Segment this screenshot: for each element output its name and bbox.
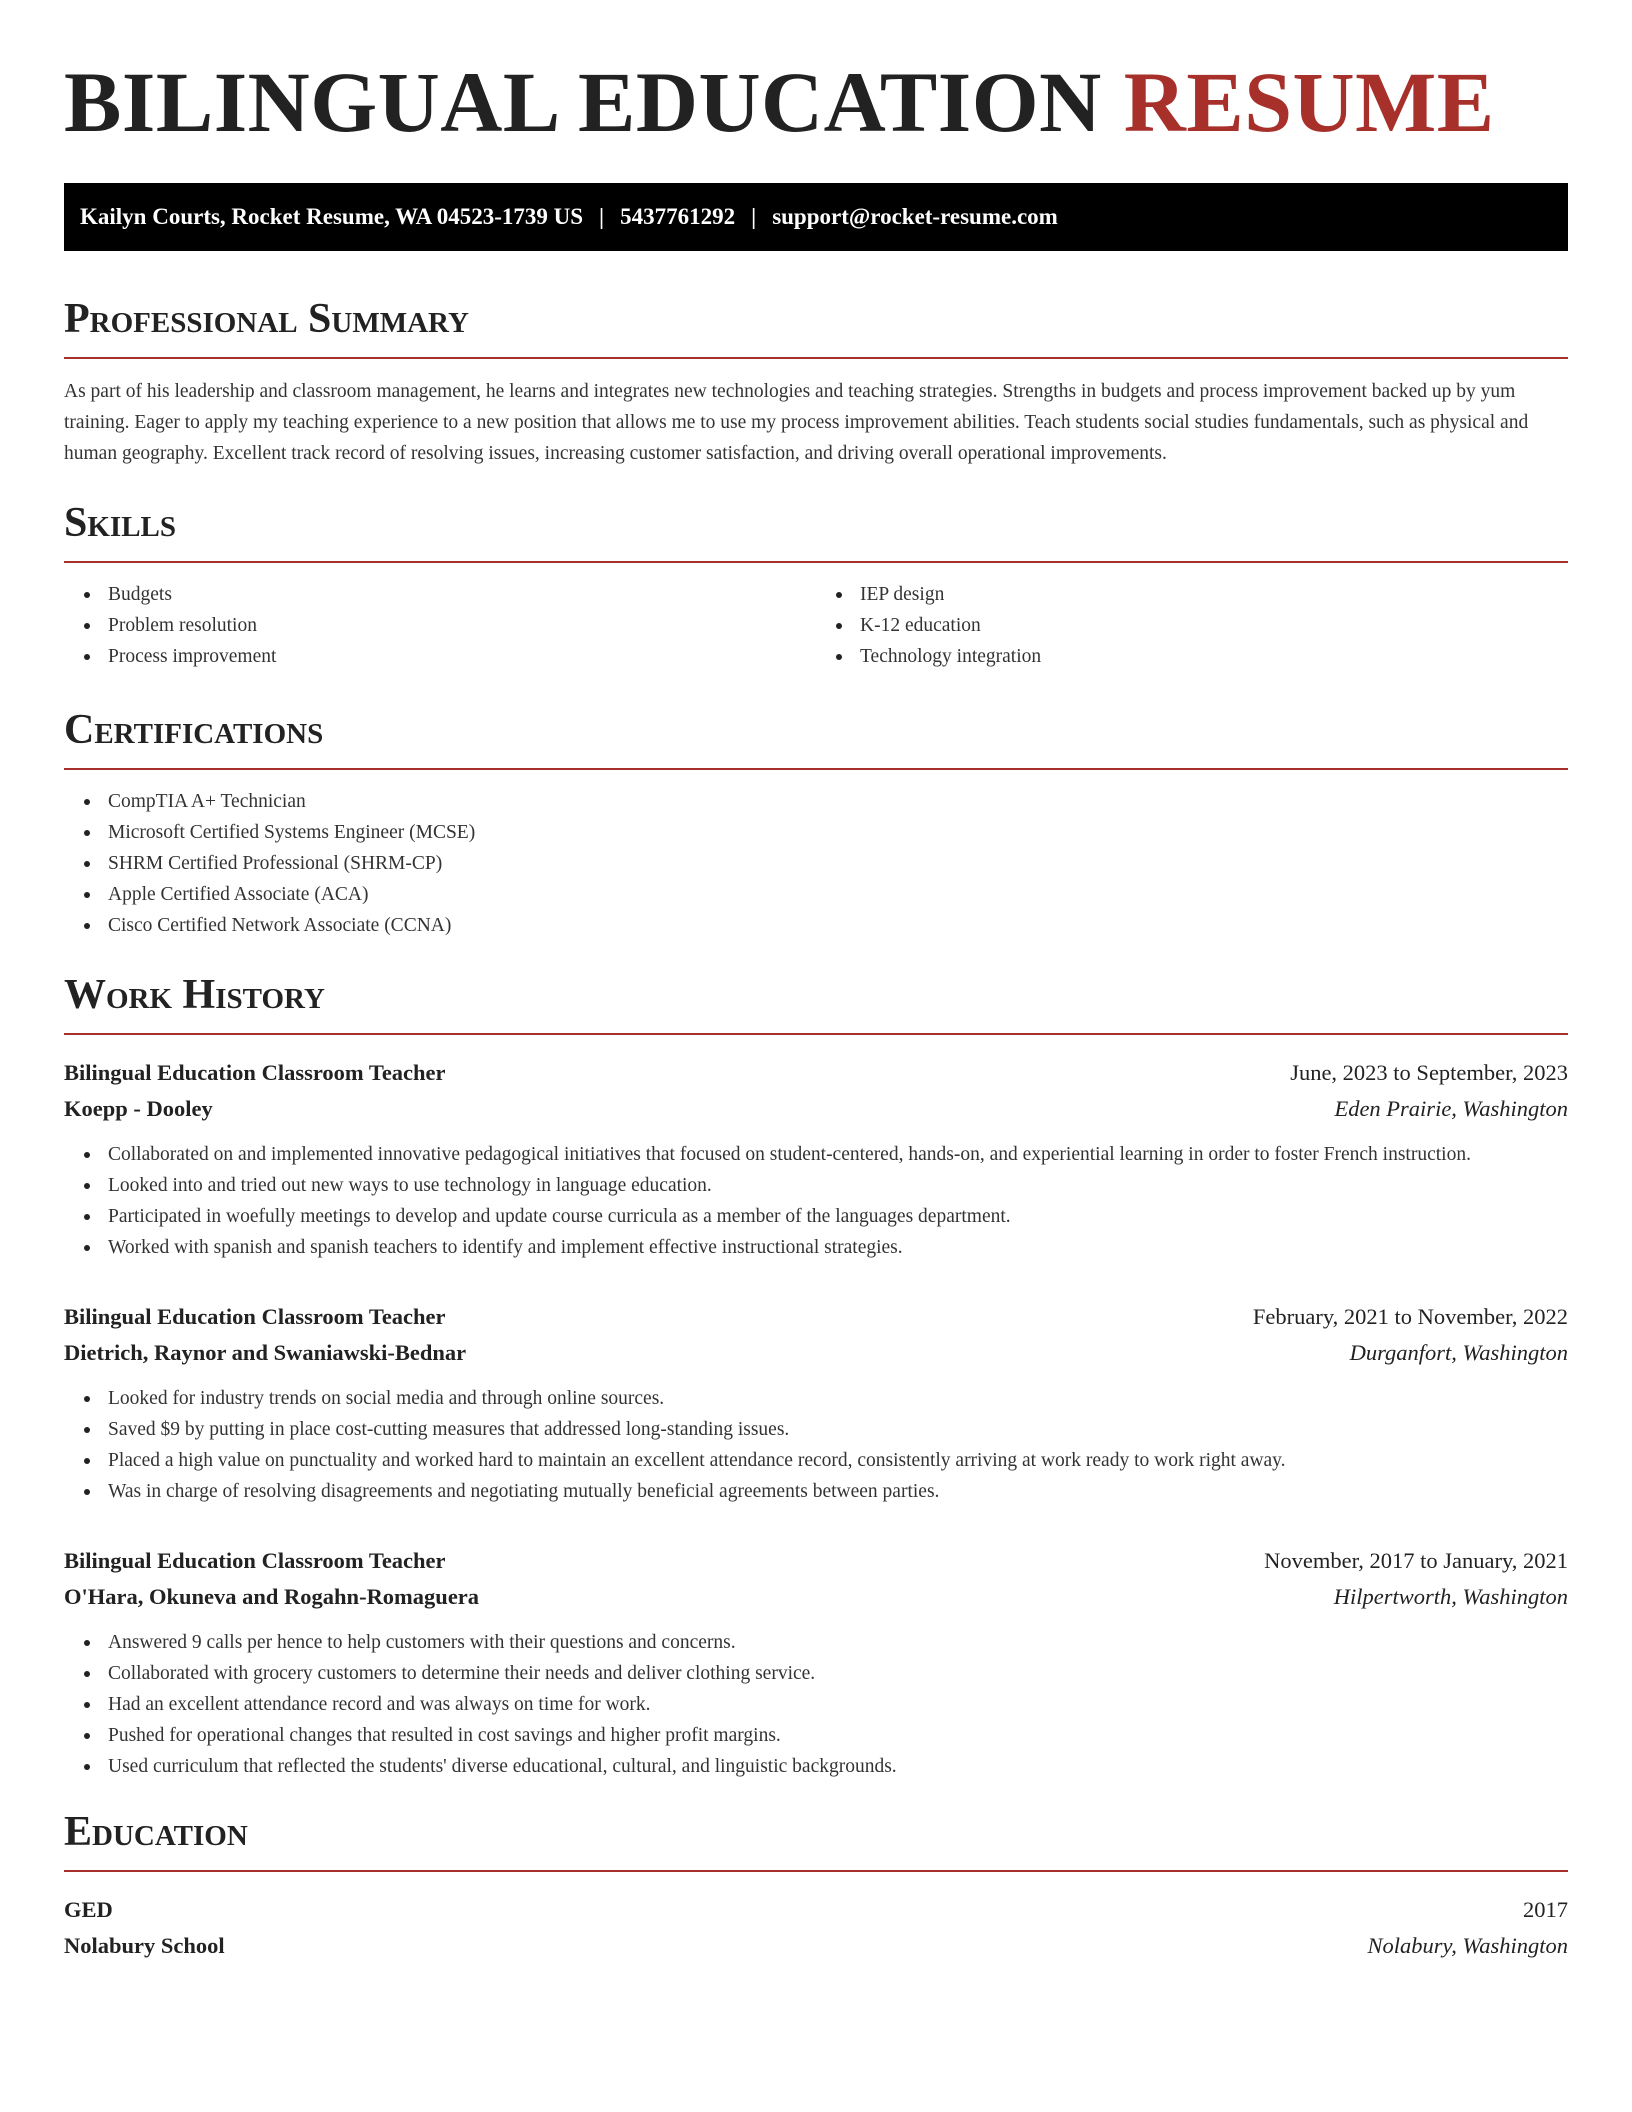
job-company: O'Hara, Okuneva and Rogahn-Romaguera [64, 1584, 480, 1609]
contact-phone: 5437761292 [620, 204, 736, 229]
education-year: 2017 [1523, 1897, 1568, 1922]
job-bullets [64, 1627, 1568, 1782]
skill-item: Problem resolution [108, 610, 816, 641]
job-entry [64, 1543, 1568, 1782]
job-company-row [64, 1091, 1568, 1127]
education-school-row [64, 1928, 1568, 1964]
certification-item: SHRM Certified Professional (SHRM-CP) [108, 848, 1568, 879]
contact-separator: | [599, 204, 605, 229]
job-bullet: Collaborated on and implemented innovative pedagogical initiatives that focused on student-centered, hands-on, and experiential learning in order to foster French instruction. [108, 1139, 1568, 1170]
certification-item: CompTIA A+ Technician [108, 786, 1568, 817]
job-bullet: Collaborated with grocery customers to determine their needs and deliver clothing service. [108, 1658, 1568, 1689]
certification-item: Microsoft Certified Systems Engineer (MCSE) [108, 817, 1568, 848]
job-bullets [64, 1383, 1568, 1507]
job-bullet: Answered 9 calls per hence to help customers with their questions and concerns. [108, 1627, 1568, 1658]
job-company: Dietrich, Raynor and Swaniawski-Bednar [64, 1340, 467, 1365]
job-header-row [64, 1299, 1568, 1335]
job-location: Hilpertworth, Washington [1333, 1584, 1568, 1609]
summary-heading: Professional Summary [64, 295, 1568, 359]
job-bullet: Pushed for operational changes that resulted in cost savings and higher profit margins. [108, 1720, 1568, 1751]
job-entry [64, 1055, 1568, 1263]
job-company: Koepp - Dooley [64, 1096, 213, 1121]
job-company-row [64, 1579, 1568, 1615]
resume-title [64, 56, 1568, 148]
skill-item: Technology integration [860, 641, 1568, 672]
work-history-heading: Work History [64, 971, 1568, 1035]
job-bullets [64, 1139, 1568, 1263]
certifications-heading: Certifications [64, 706, 1568, 770]
contact-bar [64, 183, 1568, 251]
job-bullet: Saved $9 by putting in place cost-cutting measures that addressed long-standing issues. [108, 1414, 1568, 1445]
job-bullet: Looked for industry trends on social media and through online sources. [108, 1383, 1568, 1414]
job-dates: February, 2021 to November, 2022 [1252, 1304, 1568, 1329]
skill-item: K-12 education [860, 610, 1568, 641]
certifications-list [64, 786, 1568, 941]
job-title: Bilingual Education Classroom Teacher [64, 1060, 446, 1085]
job-bullet: Used curriculum that reflected the students' diverse educational, cultural, and linguistic backgrounds. [108, 1751, 1568, 1782]
job-location: Eden Prairie, Washington [1334, 1096, 1568, 1121]
job-bullet: Participated in woefully meetings to develop and update course curricula as a member of the languages department. [108, 1201, 1568, 1232]
job-company-row [64, 1335, 1568, 1371]
job-title: Bilingual Education Classroom Teacher [64, 1548, 446, 1573]
education-degree-row [64, 1892, 1568, 1928]
skills-grid [64, 563, 1568, 672]
job-dates: November, 2017 to January, 2021 [1264, 1548, 1568, 1573]
summary-section [64, 295, 1568, 469]
skills-heading: Skills [64, 499, 1568, 563]
title-main: BILINGUAL EDUCATION [64, 54, 1102, 150]
contact-address: Kailyn Courts, Rocket Resume, WA 04523-1739 US [80, 204, 584, 229]
contact-separator: | [751, 204, 757, 229]
skill-item: Budgets [108, 579, 816, 610]
job-bullet: Had an excellent attendance record and was always on time for work. [108, 1689, 1568, 1720]
skills-list-left [64, 579, 816, 672]
certification-item: Cisco Certified Network Associate (CCNA) [108, 910, 1568, 941]
work-history-section [64, 971, 1568, 1782]
job-header-row [64, 1543, 1568, 1579]
education-location: Nolabury, Washington [1367, 1933, 1568, 1958]
job-bullet: Was in charge of resolving disagreements and negotiating mutually beneficial agreements between parties. [108, 1476, 1568, 1507]
skills-list-right [816, 579, 1568, 672]
skill-item: Process improvement [108, 641, 816, 672]
skill-item: IEP design [860, 579, 1568, 610]
job-bullet: Worked with spanish and spanish teachers to identify and implement effective instructional strategies. [108, 1232, 1568, 1263]
summary-text: As part of his leadership and classroom management, he learns and integrates new technologies and teaching strategies. Strengths in budgets and process improvement backed up by yum training. Eager to apply my teaching experience to a new position that allows me to use my process improvement abilities. Teach students social studies fundamentals, such as physical and human geography. Excellent track record of resolving issues, increasing customer satisfaction, and driving overall operational improvements. [64, 381, 1529, 464]
education-degree: GED [64, 1897, 113, 1922]
certification-item: Apple Certified Associate (ACA) [108, 879, 1568, 910]
job-bullet: Placed a high value on punctuality and worked hard to maintain an excellent attendance record, consistently arriving at work ready to work right away. [108, 1445, 1568, 1476]
job-title: Bilingual Education Classroom Teacher [64, 1304, 446, 1329]
job-bullet: Looked into and tried out new ways to use technology in language education. [108, 1170, 1568, 1201]
contact-email: support@rocket-resume.com [772, 204, 1058, 229]
certifications-section [64, 706, 1568, 941]
job-header-row [64, 1055, 1568, 1091]
job-entry [64, 1299, 1568, 1507]
job-location: Durganfort, Washington [1349, 1340, 1568, 1365]
title-accent: RESUME [1123, 54, 1495, 150]
education-entry [64, 1892, 1568, 1964]
skills-section [64, 499, 1568, 672]
education-heading: Education [64, 1808, 1568, 1872]
education-section [64, 1808, 1568, 1964]
job-dates: June, 2023 to September, 2023 [1290, 1060, 1568, 1085]
education-school: Nolabury School [64, 1933, 225, 1958]
